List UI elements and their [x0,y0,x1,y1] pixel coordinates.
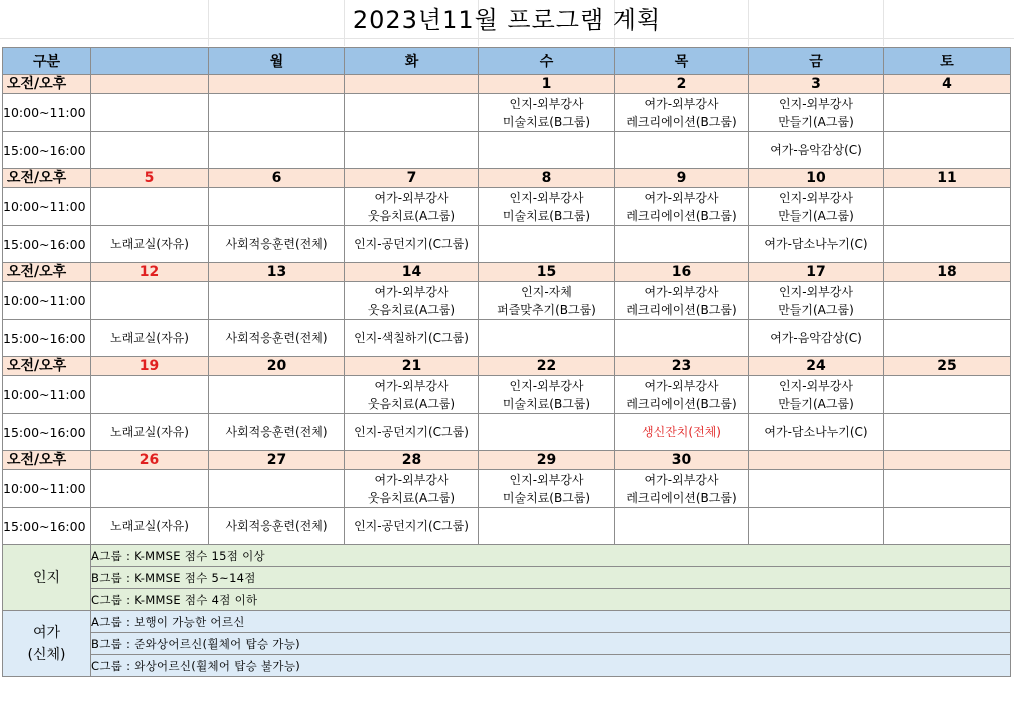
program-cell [345,188,479,226]
program-text-line: 만들기(A그룹) [778,208,854,223]
program-cell [749,320,884,357]
program-cell [884,132,1011,169]
date-row [3,263,1011,282]
program-cell [91,376,209,414]
program-cell [615,470,749,508]
program-cell [209,226,345,263]
program-cell [479,282,615,320]
program-cell [749,94,884,132]
program-text-line: 사회적응훈련(전체) [225,237,328,251]
program-text-line: 웃음치료(A그룹) [367,396,456,411]
program-cell [749,414,884,451]
time-slot-row [3,226,1011,263]
program-cell [615,188,749,226]
program-cell [209,508,345,545]
date-cell-wed: 8 [479,169,615,188]
program-cell [209,414,345,451]
program-cell [884,414,1011,451]
date-row [3,357,1011,376]
time-slot-label: 15:00~16:00 [3,508,91,545]
time-slot-label: 15:00~16:00 [3,226,91,263]
program-text-line: 인지-외부강사 [779,284,853,299]
program-text-line: 사회적응훈련(전체) [225,425,328,439]
program-text-line: 여가-음악감상(C) [770,143,862,157]
time-slot-label: 15:00~16:00 [3,320,91,357]
program-cell [345,282,479,320]
program-cell [91,132,209,169]
program-text-line: 인지-공던지기(C그룹) [354,237,469,251]
program-cell [209,320,345,357]
time-slot-label: 10:00~11:00 [3,94,91,132]
date-cell-tue: 7 [345,169,479,188]
program-text-line: 사회적응훈련(전체) [225,519,328,533]
legend-row [3,567,1011,589]
program-text-line: 미술치료(B그룹) [502,396,591,411]
date-cell-tue: 28 [345,451,479,470]
date-cell-mon: 13 [209,263,345,282]
time-slot-label: 10:00~11:00 [3,470,91,508]
date-cell-mon [209,75,345,94]
time-slot-row [3,94,1011,132]
program-text-line: 인지-외부강사 [509,472,584,487]
page-title: 2023년11월 프로그램 계획 [352,6,662,34]
legend-leisure-b: B그룹 : 준와상어르신(휠체어 탑승 가능) [91,633,1011,655]
time-slot-row [3,188,1011,226]
program-cell [749,282,884,320]
ampm-label: 오전/오후 [3,263,91,282]
time-slot-row [3,320,1011,357]
legend-row [3,611,1011,633]
date-cell-sun [91,75,209,94]
time-slot-row [3,414,1011,451]
program-text-line: 레크리에이션(B그룹) [626,490,737,505]
program-cell [884,508,1011,545]
program-text-line: 여가-외부강사 [374,472,449,487]
program-text-line: 만들기(A그룹) [778,302,854,317]
program-cell [345,376,479,414]
program-cell [884,226,1011,263]
date-cell-fri: 3 [749,75,884,94]
program-text-line: 레크리에이션(B그룹) [626,208,737,223]
program-cell [345,320,479,357]
program-text-line: 여가-외부강사 [644,472,719,487]
program-text-line: 여가-담소나누기(C) [764,425,868,439]
program-cell [345,226,479,263]
time-slot-label: 10:00~11:00 [3,188,91,226]
header-monday: 월 [209,48,345,75]
program-cell [479,320,615,357]
program-cell [209,188,345,226]
program-text-line: 인지-외부강사 [779,190,853,205]
date-cell-sat [884,451,1011,470]
time-slot-label: 10:00~11:00 [3,376,91,414]
time-slot-label: 10:00~11:00 [3,282,91,320]
program-text-line: 여가-외부강사 [644,190,719,205]
ampm-label: 오전/오후 [3,357,91,376]
time-slot-label: 15:00~16:00 [3,414,91,451]
time-slot-row [3,376,1011,414]
program-cell [479,414,615,451]
program-cell [615,94,749,132]
program-cell [615,414,749,451]
program-text-line: 노래교실(자유) [110,237,189,251]
program-cell [479,226,615,263]
date-cell-mon: 20 [209,357,345,376]
program-cell [749,132,884,169]
program-cell [884,470,1011,508]
date-cell-thu: 9 [615,169,749,188]
program-cell [209,376,345,414]
program-cell [91,414,209,451]
program-text-line: 레크리에이션(B그룹) [626,114,737,129]
header-saturday: 토 [884,48,1011,75]
program-cell [209,470,345,508]
legend-leisure-label-line1: 여가 [32,624,61,641]
time-slot-label: 15:00~16:00 [3,132,91,169]
legend-row [3,589,1011,611]
program-text-line: 노래교실(자유) [110,519,189,533]
legend-cognitive-label: 인지 [3,545,91,611]
title-area [0,0,1014,46]
program-cell [615,320,749,357]
program-cell [91,94,209,132]
program-cell [749,508,884,545]
program-text-line: 미술치료(B그룹) [502,208,591,223]
date-cell-sun: 12 [91,263,209,282]
program-text-line: 미술치료(B그룹) [502,490,591,505]
time-slot-row [3,132,1011,169]
date-cell-tue [345,75,479,94]
legend-row [3,545,1011,567]
program-text-line: 여가-외부강사 [374,284,449,299]
ampm-label: 오전/오후 [3,169,91,188]
program-text-line: 인지-외부강사 [509,190,584,205]
ampm-label: 오전/오후 [3,75,91,94]
program-cell [884,376,1011,414]
program-text-line: 인지-공던지기(C그룹) [354,519,469,533]
date-cell-thu: 2 [615,75,749,94]
header-wednesday: 수 [479,48,615,75]
program-text-line: 웃음치료(A그룹) [367,490,456,505]
program-text-line: 레크리에이션(B그룹) [626,302,737,317]
date-cell-tue: 14 [345,263,479,282]
date-cell-sat: 25 [884,357,1011,376]
date-cell-mon: 27 [209,451,345,470]
program-text-line: 생신잔치(전체) [642,425,721,439]
time-slot-row [3,282,1011,320]
date-cell-thu: 30 [615,451,749,470]
program-text-line: 인지-색칠하기(C그룹) [354,331,469,345]
program-cell [345,94,479,132]
program-cell [749,226,884,263]
program-cell [479,376,615,414]
date-cell-thu: 23 [615,357,749,376]
program-text-line: 인지-외부강사 [779,378,853,393]
program-calendar-table [2,47,1011,677]
program-text-line: 미술치료(B그룹) [502,114,591,129]
program-text-line: 여가-외부강사 [374,190,449,205]
program-text-line: 여가-음악감상(C) [770,331,862,345]
program-cell [345,470,479,508]
date-row [3,451,1011,470]
header-category: 구분 [3,48,91,75]
date-row [3,75,1011,94]
program-cell [345,414,479,451]
date-cell-fri: 24 [749,357,884,376]
program-cell [615,132,749,169]
date-cell-sun: 19 [91,357,209,376]
legend-cognitive-c: C그룹 : K-MMSE 점수 4점 이하 [91,589,1011,611]
date-cell-thu: 16 [615,263,749,282]
program-cell [345,508,479,545]
time-slot-row [3,470,1011,508]
program-cell [91,470,209,508]
program-text-line: 인지-공던지기(C그룹) [354,425,469,439]
program-cell [884,320,1011,357]
program-text-line: 만들기(A그룹) [778,114,854,129]
program-text-line: 노래교실(자유) [110,425,189,439]
program-text-line: 여가-외부강사 [644,96,719,111]
program-text-line: 인지-외부강사 [509,378,584,393]
program-text-line: 인지-외부강사 [779,96,853,111]
legend-leisure-label [3,611,91,677]
date-cell-sat: 11 [884,169,1011,188]
program-cell [749,470,884,508]
program-text-line: 만들기(A그룹) [778,396,854,411]
ampm-label: 오전/오후 [3,451,91,470]
legend-row [3,633,1011,655]
program-cell [209,94,345,132]
date-cell-sun: 26 [91,451,209,470]
legend-section [3,545,1011,677]
program-cell [615,226,749,263]
program-cell [479,94,615,132]
program-cell [479,188,615,226]
date-cell-sun: 5 [91,169,209,188]
header-row [3,48,1011,75]
date-cell-wed: 22 [479,357,615,376]
program-text-line: 인지-외부강사 [509,96,584,111]
date-cell-wed: 1 [479,75,615,94]
program-cell [615,508,749,545]
date-cell-fri: 10 [749,169,884,188]
program-cell [91,226,209,263]
program-text-line: 웃음치료(A그룹) [367,208,456,223]
date-row [3,169,1011,188]
legend-cognitive-a: A그룹 : K-MMSE 점수 15점 이상 [91,545,1011,567]
program-cell [209,282,345,320]
legend-leisure-a: A그룹 : 보행이 가능한 어르신 [91,611,1011,633]
program-cell [91,282,209,320]
program-cell [91,320,209,357]
header-friday: 금 [749,48,884,75]
legend-leisure-c: C그룹 : 와상어르신(휠체어 탑승 불가능) [91,655,1011,677]
program-text-line: 레크리에이션(B그룹) [626,396,737,411]
header-tuesday: 화 [345,48,479,75]
program-text-line: 퍼즐맞추기(B그룹) [497,302,596,317]
date-cell-tue: 21 [345,357,479,376]
program-text-line: 사회적응훈련(전체) [225,331,328,345]
header-thursday: 목 [615,48,749,75]
program-text-line: 여가-외부강사 [374,378,449,393]
program-cell [91,188,209,226]
program-cell [479,470,615,508]
program-cell [615,376,749,414]
date-cell-fri: 17 [749,263,884,282]
program-cell [884,188,1011,226]
program-cell [91,508,209,545]
program-cell [749,376,884,414]
program-cell [209,132,345,169]
legend-leisure-label-line2: (신체) [27,646,66,663]
program-cell [345,132,479,169]
date-cell-fri [749,451,884,470]
program-cell [884,282,1011,320]
program-text-line: 인지-자체 [521,284,572,299]
date-cell-sat: 4 [884,75,1011,94]
date-cell-mon: 6 [209,169,345,188]
program-text-line: 웃음치료(A그룹) [367,302,456,317]
program-cell [884,94,1011,132]
header-sunday [91,48,209,75]
program-cell [749,188,884,226]
program-text-line: 노래교실(자유) [110,331,189,345]
legend-row [3,655,1011,677]
program-cell [479,132,615,169]
date-cell-sat: 18 [884,263,1011,282]
calendar-body [3,75,1011,545]
program-text-line: 여가-외부강사 [644,284,719,299]
time-slot-row [3,508,1011,545]
date-cell-wed: 15 [479,263,615,282]
program-text-line: 여가-담소나누기(C) [764,237,868,251]
program-cell [479,508,615,545]
legend-cognitive-b: B그룹 : K-MMSE 점수 5~14점 [91,567,1011,589]
program-text-line: 여가-외부강사 [644,378,719,393]
program-cell [615,282,749,320]
date-cell-wed: 29 [479,451,615,470]
